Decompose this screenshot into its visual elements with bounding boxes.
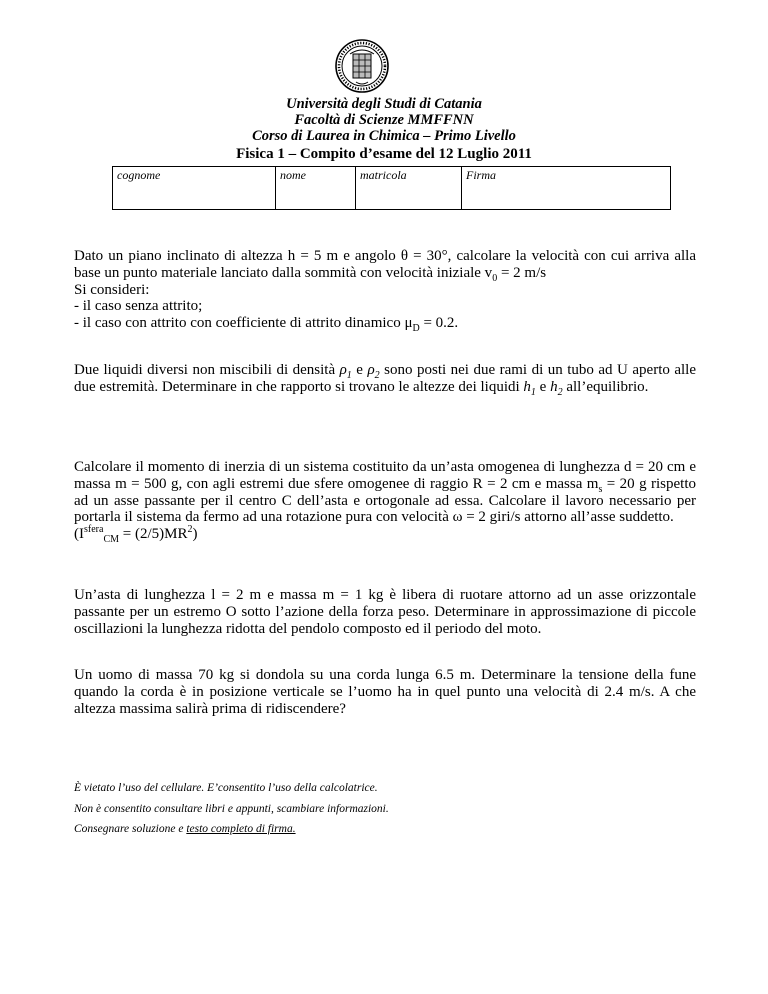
rule-phone: È vietato l’uso del cellulare. E’consentito l’uso della calcolatrice. — [74, 782, 378, 794]
problem-4: Un’asta di lunghezza l = 2 m e massa m = 1 kg è libera di ruotare attorno ad un asse orizzontale passante per un estremo O sotto l’azione della forza peso. Determinare in approssimazione di piccole oscillazioni la lunghezza ridotta del pendolo composto ed il periodo del moto. — [74, 587, 696, 637]
problem-5: Un uomo di massa 70 kg si dondola su una corda lunga 6.5 m. Determinare la tensione della fune quando la corda è in posizione verticale se l’uomo ha in quel punto una velocità di 2.4 m/s. A che altezza massima salirà prima di ridiscendere? — [74, 667, 696, 717]
course-name: Corso di Laurea in Chimica – Primo Livello — [252, 128, 516, 144]
problem-2: Due liquidi diversi non miscibili di densità $\rho_1$ e $\rho_2$ sono posti nei due rami di un tubo ad U aperto alle due estremità. Determinare in che rapporto si trovano le altezze dei liquidi $h_1$ e $h_2$ all’equilibrio. — [74, 362, 697, 398]
signature-field[interactable] — [462, 167, 671, 210]
exam-title: Fisica 1 – Compito d’esame del 12 Luglio 2011 — [236, 146, 532, 162]
signature-label: Firma — [466, 168, 496, 182]
name-label: nome — [280, 168, 306, 182]
rule-delivery: Consegnare soluzione e testo completo di firma. — [74, 823, 296, 835]
rule-books: Non è consentito consultare libri e appunti, scambiare informazioni. — [74, 802, 389, 815]
surname-field[interactable] — [113, 167, 276, 210]
faculty-name: Facoltà di Scienze MMFFNN — [294, 112, 474, 128]
matricola-field[interactable] — [356, 167, 462, 210]
surname-label: cognome — [117, 168, 161, 182]
university-seal-icon — [334, 38, 390, 94]
university-name: Università degli Studi di Catania — [286, 96, 482, 112]
problem-3: Calcolare il momento di inerzia di un sistema costituito da un’asta omogenea di lunghezza d = 20 cm e massa m = 500 g, con agli estremi due sfere omogenee di raggio R = 2 cm e massa $m_s = 20$ g rispetto ad un asse passante per il centro C dell’asta e ortogonale ad essa. Calcolare il lavoro necessario per portarla il sistema da fermo ad una rotazione pura con velocità ω = 2 giri/s attorno all’asse suddetto. $(I^{sfera}_{CM} = (2/5)MR^2)$ — [74, 459, 696, 546]
name-field[interactable] — [276, 167, 356, 210]
matricola-label: matricola — [360, 168, 407, 182]
exam-rules — [74, 778, 694, 840]
problem-1: Dato un piano inclinato di altezza h = 5 m e angolo θ = 30°, calcolare la velocità con cui arriva alla base un punto materiale lanciato dalla sommità con velocità iniziale $v_0 = 2$ m/s Si consideri: - il caso senza attrito; - il caso con attrito con coefficiente di attrito dinamico $\mu_D = 0.2$. — [74, 248, 696, 335]
student-id-table — [112, 166, 671, 210]
